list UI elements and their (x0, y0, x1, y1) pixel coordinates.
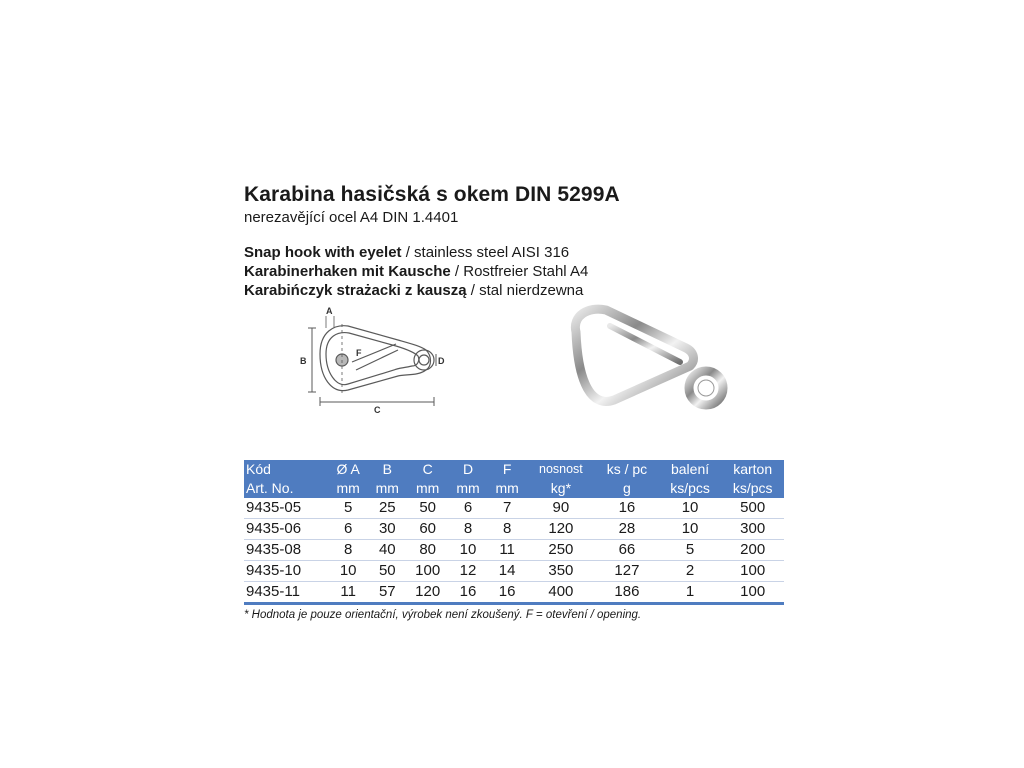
cell-code: 9435-10 (246, 562, 302, 579)
cell-weight: 66 (618, 541, 636, 558)
cell-load: 90 (552, 499, 570, 516)
cell-d: 12 (459, 562, 477, 579)
unit-a: mm (336, 480, 360, 496)
col-header-f: F (502, 461, 512, 477)
unit-f: mm (495, 480, 519, 496)
cell-a: 5 (343, 499, 353, 516)
name-polish-bold: Karabińczyk strażacki z kauszą (244, 282, 467, 299)
cell-weight: 186 (614, 583, 640, 600)
cell-pack: 1 (685, 583, 695, 600)
cell-b: 57 (378, 583, 396, 600)
table-row (244, 561, 784, 582)
name-english (244, 243, 789, 262)
cell-load: 350 (548, 562, 574, 579)
cell-d: 6 (463, 499, 473, 516)
name-german (244, 262, 789, 281)
cell-a: 10 (339, 562, 357, 579)
spec-table (244, 460, 784, 605)
cell-code: 9435-11 (246, 583, 300, 600)
footnote: * Hodnota je pouze orientační, výrobek není zkoušený. F = otevření / opening. (244, 609, 642, 621)
cell-carton: 200 (740, 541, 766, 558)
table-row (244, 582, 784, 604)
name-german-rest: / Rostfreier Stahl A4 (450, 263, 589, 280)
cell-code: 9435-05 (246, 499, 302, 516)
cell-a: 6 (343, 520, 353, 537)
unit-load: kg* (550, 480, 572, 496)
table-header-row (244, 460, 784, 479)
unit-c: mm (415, 480, 440, 496)
name-english-rest: / stainless steel AISI 316 (401, 244, 570, 261)
product-sheet (244, 182, 789, 621)
cell-f: 11 (499, 541, 515, 558)
cell-f: 14 (498, 562, 516, 579)
cell-carton: 500 (740, 499, 766, 516)
cell-load: 400 (548, 583, 574, 600)
name-english-bold: Snap hook with eyelet (244, 244, 402, 261)
cell-b: 25 (378, 499, 396, 516)
table-unit-row (244, 479, 784, 498)
cell-c: 120 (415, 583, 441, 600)
cell-f: 7 (502, 499, 512, 516)
label-b: B (300, 356, 307, 366)
cell-f: 16 (498, 583, 516, 600)
snap-hook-photo (566, 304, 741, 419)
cell-pack: 10 (681, 520, 699, 537)
name-polish-rest: / stal nierdzewna (466, 282, 584, 299)
col-header-b: B (382, 461, 392, 477)
col-header-load: nosnost (539, 462, 583, 476)
name-german-bold: Karabinerhaken mit Kausche (244, 263, 451, 280)
name-polish (244, 281, 789, 300)
label-c: C (374, 405, 381, 414)
cell-d: 10 (459, 541, 477, 558)
col-header-code: Kód (246, 461, 271, 477)
cell-c: 60 (419, 520, 436, 537)
cell-weight: 28 (618, 520, 636, 537)
table-row (244, 498, 784, 519)
cell-d: 8 (463, 520, 473, 537)
col-header-c: C (422, 461, 433, 477)
col-header-d: D (462, 461, 474, 477)
cell-carton: 100 (740, 562, 766, 579)
cell-b: 50 (378, 562, 396, 579)
label-f: F (356, 348, 362, 358)
cell-code: 9435-08 (246, 541, 302, 558)
product-subtitle: nerezavějící ocel A4 DIN 1.4401 (244, 209, 459, 226)
col-header-carton: karton (733, 461, 773, 477)
cell-carton: 100 (740, 583, 766, 600)
cell-code: 9435-06 (246, 520, 302, 537)
col-header-a: Ø A (336, 461, 360, 477)
col-header-weight: ks / pc (606, 461, 648, 477)
cell-b: 30 (378, 520, 396, 537)
label-a: A (326, 306, 333, 316)
unit-pack: ks/pcs (670, 480, 710, 496)
cell-pack: 2 (685, 562, 695, 579)
table-row (244, 519, 784, 540)
cell-c: 80 (419, 541, 436, 558)
cell-load: 250 (548, 541, 574, 558)
col-header-pack: balení (670, 461, 710, 477)
cell-b: 40 (378, 541, 396, 558)
cell-carton: 300 (740, 520, 766, 537)
cell-c: 50 (419, 499, 436, 516)
cell-weight: 16 (618, 499, 636, 516)
cell-pack: 5 (685, 541, 695, 558)
cell-f: 8 (502, 520, 512, 537)
cell-weight: 127 (614, 562, 640, 579)
unit-carton: ks/pcs (732, 480, 773, 496)
product-title: Karabina hasičská s okem DIN 5299A (244, 183, 620, 206)
cell-pack: 10 (681, 499, 699, 516)
cell-d: 16 (459, 583, 477, 600)
figures (244, 300, 789, 425)
table-row (244, 540, 784, 561)
cell-a: 8 (343, 541, 353, 558)
unit-code: Art. No. (246, 480, 294, 496)
unit-weight: g (623, 480, 631, 496)
unit-d: mm (456, 480, 480, 496)
cell-c: 100 (415, 562, 441, 579)
unit-b: mm (375, 480, 399, 496)
label-d: D (438, 356, 445, 366)
cell-a: 11 (340, 583, 356, 600)
technical-drawing (286, 304, 456, 414)
product-names (244, 243, 789, 300)
cell-load: 120 (548, 520, 574, 537)
